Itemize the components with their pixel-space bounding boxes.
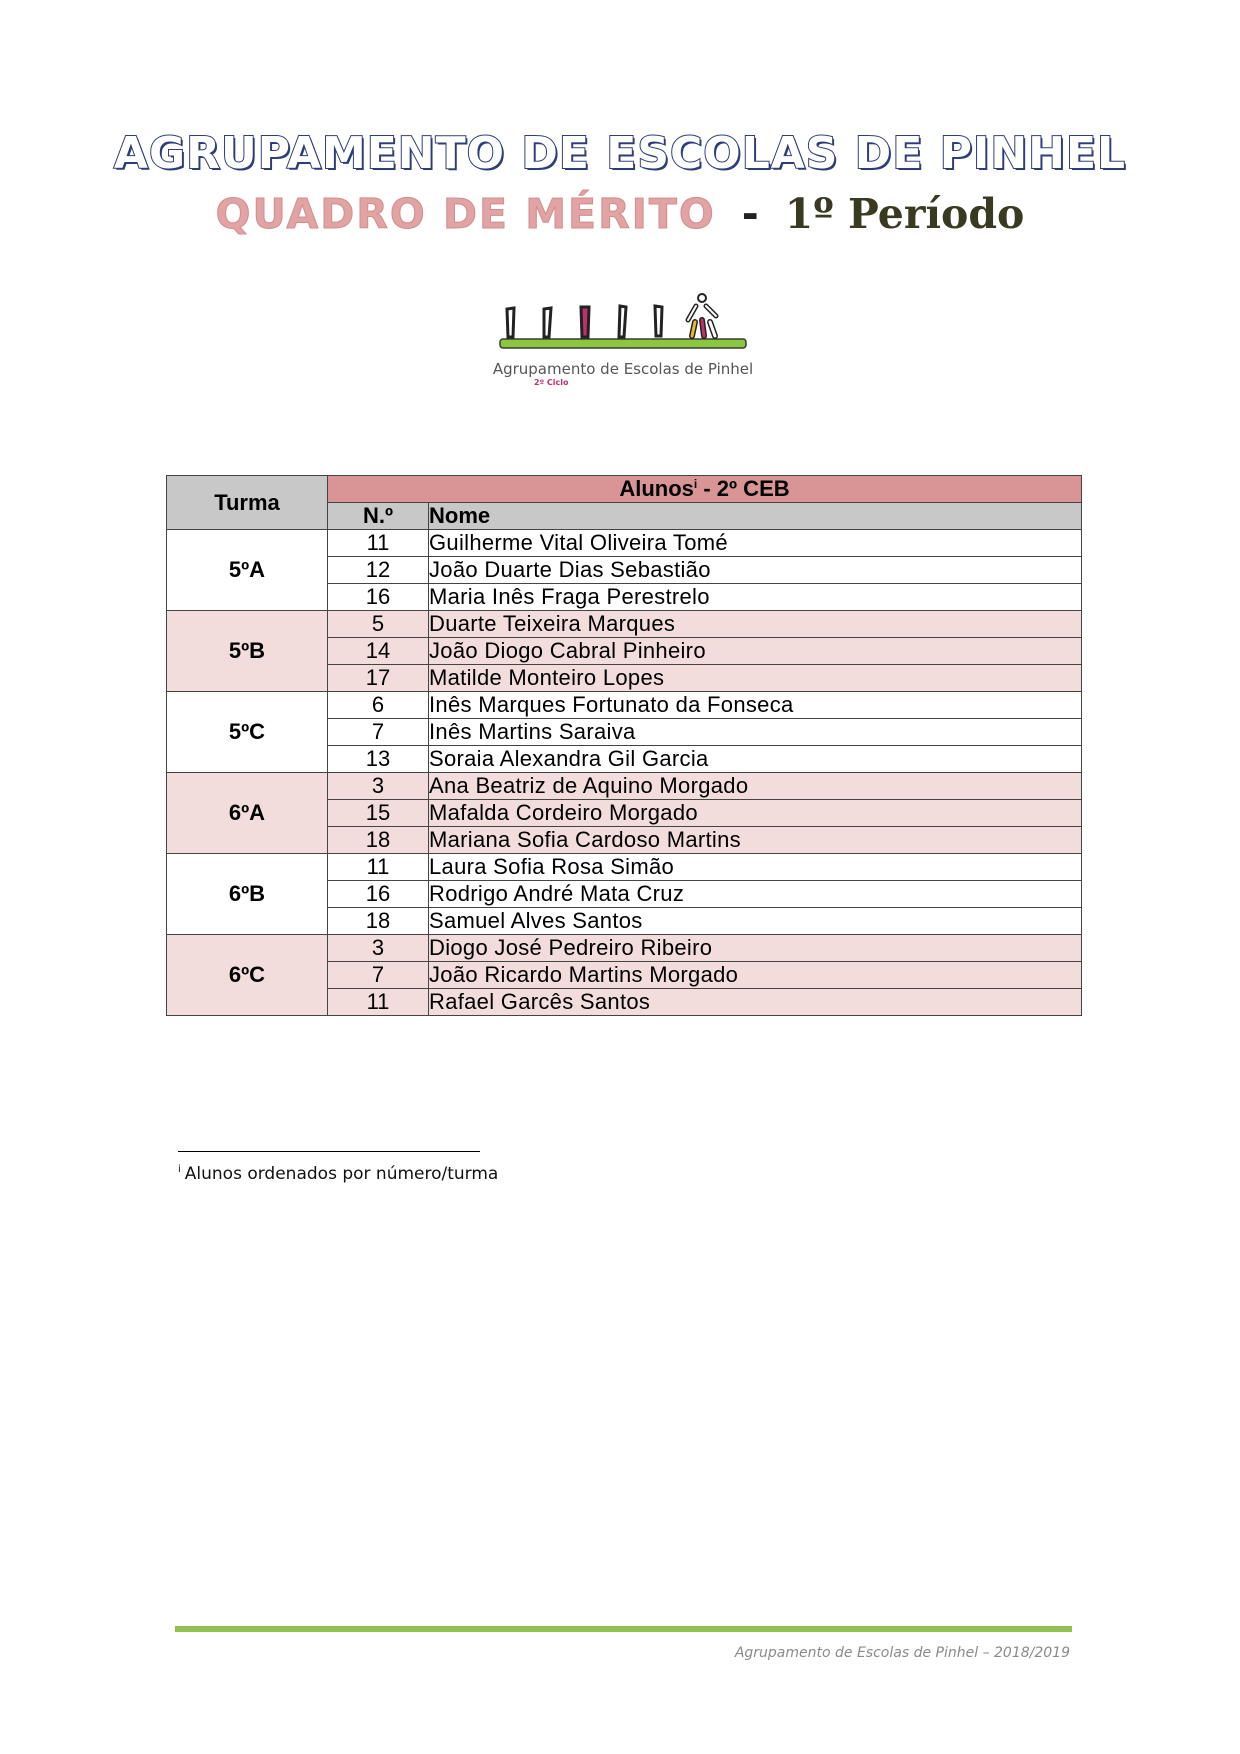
turma-cell: 5ºA: [167, 530, 328, 611]
num-cell: 7: [328, 962, 429, 989]
nome-cell: João Diogo Cabral Pinheiro: [429, 638, 1082, 665]
nome-cell: Soraia Alexandra Gil Garcia: [429, 746, 1082, 773]
school-logo-icon: [492, 286, 754, 360]
table-row: [167, 773, 1082, 800]
footnote-divider: [178, 1151, 480, 1152]
subtitle-period: 1º Período: [784, 190, 1025, 238]
num-cell: 7: [328, 719, 429, 746]
nome-cell: Samuel Alves Santos: [429, 908, 1082, 935]
header-nome: Nome: [429, 503, 1082, 530]
header-turma: Turma: [167, 476, 328, 530]
page-title: AGRUPAMENTO DE ESCOLAS DE PINHEL: [113, 128, 1127, 179]
nome-cell: João Ricardo Martins Morgado: [429, 962, 1082, 989]
num-cell: 16: [328, 584, 429, 611]
table-row: [167, 611, 1082, 638]
num-cell: 11: [328, 854, 429, 881]
nome-cell: Inês Marques Fortunato da Fonseca: [429, 692, 1082, 719]
num-cell: 18: [328, 908, 429, 935]
nome-cell: Laura Sofia Rosa Simão: [429, 854, 1082, 881]
header-alunos: [328, 476, 1082, 503]
num-cell: 6: [328, 692, 429, 719]
nome-cell: Guilherme Vital Oliveira Tomé: [429, 530, 1082, 557]
table-row: [167, 530, 1082, 557]
nome-cell: Inês Martins Saraiva: [429, 719, 1082, 746]
nome-cell: Matilde Monteiro Lopes: [429, 665, 1082, 692]
footnote-ref: i: [693, 477, 698, 491]
logo-text: Agrupamento de Escolas de Pinhel: [492, 360, 754, 378]
num-cell: 15: [328, 800, 429, 827]
table-row: [167, 854, 1082, 881]
num-cell: 3: [328, 773, 429, 800]
header-alunos-label: Alunos: [619, 476, 694, 501]
table-row: [167, 692, 1082, 719]
page-footer: Agrupamento de Escolas de Pinhel – 2018/2019: [734, 1645, 1070, 1661]
subtitle-merit: QUADRO DE MÉRITO: [215, 190, 716, 238]
page-subtitle: [0, 190, 1240, 238]
merit-table: [166, 475, 1082, 1016]
num-cell: 14: [328, 638, 429, 665]
num-cell: 12: [328, 557, 429, 584]
nome-cell: Rafael Garcês Santos: [429, 989, 1082, 1016]
num-cell: 13: [328, 746, 429, 773]
nome-cell: Ana Beatriz de Aquino Morgado: [429, 773, 1082, 800]
header-alunos-suffix: - 2º CEB: [697, 476, 790, 501]
turma-cell: 6ºB: [167, 854, 328, 935]
num-cell: 17: [328, 665, 429, 692]
turma-cell: 5ºC: [167, 692, 328, 773]
header-num: N.º: [328, 503, 429, 530]
footnote: [178, 1164, 498, 1184]
footer-divider: [175, 1626, 1072, 1632]
footnote-marker: i: [178, 1164, 181, 1176]
school-logo: [492, 286, 754, 396]
num-cell: 16: [328, 881, 429, 908]
turma-cell: 5ºB: [167, 611, 328, 692]
logo-subtext: 2º Ciclo: [534, 378, 569, 387]
num-cell: 18: [328, 827, 429, 854]
num-cell: 11: [328, 530, 429, 557]
num-cell: 11: [328, 989, 429, 1016]
table-header-row: [167, 476, 1082, 503]
nome-cell: João Duarte Dias Sebastião: [429, 557, 1082, 584]
turma-cell: 6ºA: [167, 773, 328, 854]
nome-cell: Duarte Teixeira Marques: [429, 611, 1082, 638]
num-cell: 5: [328, 611, 429, 638]
num-cell: 3: [328, 935, 429, 962]
nome-cell: Mariana Sofia Cardoso Martins: [429, 827, 1082, 854]
table-body: [167, 530, 1082, 1016]
nome-cell: Rodrigo André Mata Cruz: [429, 881, 1082, 908]
nome-cell: Diogo José Pedreiro Ribeiro: [429, 935, 1082, 962]
footnote-text: Alunos ordenados por número/turma: [184, 1164, 499, 1184]
subtitle-dash: -: [741, 190, 759, 238]
table-row: [167, 935, 1082, 962]
turma-cell: 6ºC: [167, 935, 328, 1016]
nome-cell: Maria Inês Fraga Perestrelo: [429, 584, 1082, 611]
nome-cell: Mafalda Cordeiro Morgado: [429, 800, 1082, 827]
